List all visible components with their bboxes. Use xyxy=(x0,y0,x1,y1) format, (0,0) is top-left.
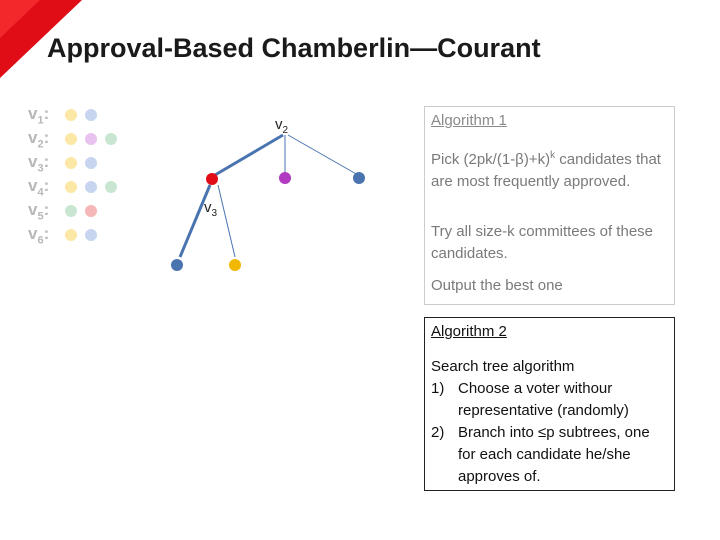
node-blue xyxy=(353,172,365,184)
algorithm1-step1: Pick $(2pk/(1-\beta)+k)^k$ candidates that are most frequently approved. xyxy=(431,150,661,190)
edge-root-blue xyxy=(288,135,358,175)
algorithm2-intro: Search tree algorithm xyxy=(431,358,575,375)
approval-dot-yellow xyxy=(65,133,77,145)
voter-label: $v_2$: xyxy=(28,128,50,151)
approval-dot-yellow xyxy=(65,229,77,241)
root-voter-label: $v_2$ xyxy=(275,116,289,136)
voter-row xyxy=(28,128,148,152)
node-leaf-yellow xyxy=(229,259,241,271)
node-purple xyxy=(279,172,291,184)
approval-dot-purple xyxy=(85,133,97,145)
approval-dot-yellow xyxy=(65,109,77,121)
algorithm2-title: Algorithm 2 xyxy=(431,323,507,340)
approval-dot-blue xyxy=(85,229,97,241)
voter-label: $v_6$: xyxy=(28,224,50,247)
voter-row xyxy=(28,176,148,200)
node-leaf-blue xyxy=(171,259,183,271)
voter-label: $v_4$: xyxy=(28,176,50,199)
approval-dot-green xyxy=(105,181,117,193)
algorithm1-box xyxy=(424,106,675,305)
algorithm1-title: Algorithm 1 xyxy=(431,112,507,129)
approval-dot-yellow xyxy=(65,157,77,169)
algorithm2-box xyxy=(424,317,675,491)
voter-label: $v_1$: xyxy=(28,104,50,127)
child-voter-label: $v_3$ xyxy=(204,199,218,219)
approval-dot-blue xyxy=(85,181,97,193)
edge-red-blue xyxy=(180,185,210,257)
algorithm1-step3: Output the best one xyxy=(431,277,563,294)
voter-row xyxy=(28,224,148,248)
algorithm1-step2: Try all size-k committees of these candidates. xyxy=(431,223,654,262)
approval-dot-green xyxy=(65,205,77,217)
algorithm2-step: 1) Choose a voter withour representative (randomly) xyxy=(431,380,629,419)
approval-dot-green xyxy=(105,133,117,145)
voter-label: $v_3$: xyxy=(28,152,50,175)
voter-row xyxy=(28,104,148,128)
edge-root-red xyxy=(215,135,283,175)
slide-title: Approval-Based Chamberlin—Courant xyxy=(47,33,541,63)
approval-dot-red xyxy=(85,205,97,217)
approval-dot-blue xyxy=(85,109,97,121)
approval-dot-yellow xyxy=(65,181,77,193)
voter-row xyxy=(28,152,148,176)
edge-red-yellow xyxy=(218,185,235,257)
search-tree xyxy=(160,105,400,285)
approval-dot-blue xyxy=(85,157,97,169)
node-red xyxy=(206,173,218,185)
voter-row xyxy=(28,200,148,224)
algorithm2-steps xyxy=(431,378,666,488)
algorithm2-step: 2) Branch into ≤p subtrees, one for each candidate he/she approves of. xyxy=(431,424,650,485)
voter-label: $v_5$: xyxy=(28,200,50,223)
